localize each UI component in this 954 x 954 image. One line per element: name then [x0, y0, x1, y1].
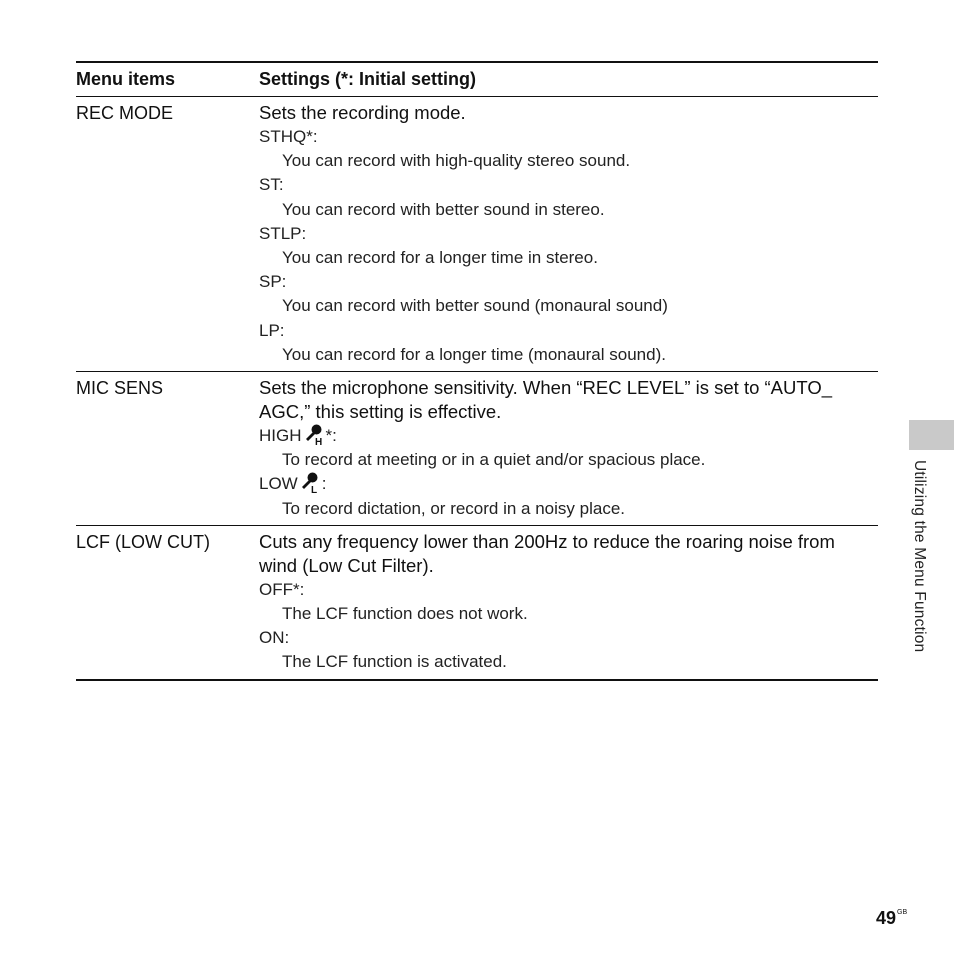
- mic-low-icon: [300, 472, 322, 494]
- table-header: [76, 63, 878, 97]
- table-row-rec-mode: [76, 97, 878, 371]
- mic-icon-letter: H: [314, 437, 322, 447]
- option-description: The LCF function does not work.: [282, 604, 528, 624]
- option-description: You can record for a longer time in stereo.: [282, 248, 598, 268]
- setting-description: Sets the recording mode.: [259, 102, 466, 123]
- option-description: You can record with better sound (monaural sound): [282, 296, 668, 316]
- option-description: To record at meeting or in a quiet and/or spacious place.: [282, 450, 706, 470]
- setting-description: Cuts any frequency lower than 200Hz to reduce the roaring noise from wind (Low Cut Filter).: [259, 530, 835, 576]
- option-description: You can record with better sound in stereo.: [282, 199, 605, 219]
- option-label: ON:: [259, 628, 290, 648]
- option-low: [259, 472, 878, 496]
- header-menu-items: Menu items: [76, 69, 176, 89]
- header-settings: Settings (*: Initial setting): [259, 69, 477, 89]
- option-label: ST:: [259, 175, 284, 195]
- mic-icon-letter: L: [310, 485, 317, 495]
- option-suffix: :: [321, 474, 327, 494]
- option-label: SP:: [259, 272, 287, 292]
- option-description: You can record for a longer time (monaural sound).: [282, 344, 666, 364]
- page-number-value: 49: [876, 908, 897, 928]
- option-label: LP:: [259, 320, 285, 340]
- option-suffix: *:: [325, 426, 337, 446]
- setting-description: Sets the microphone sensitivity. When “REC LEVEL” is set to “AUTO_ AGC,” this setting is effective.: [259, 377, 833, 423]
- option-label: HIGH: [259, 426, 302, 446]
- option-label: OFF*:: [259, 579, 305, 599]
- option-label: STLP:: [259, 223, 307, 243]
- menu-item-label: LCF (LOW CUT): [76, 531, 210, 552]
- table-row-mic-sens: [76, 371, 878, 525]
- option-label: LOW: [259, 474, 298, 494]
- menu-item-label: MIC SENS: [76, 378, 164, 399]
- menu-item-label: REC MODE: [76, 103, 174, 123]
- option-description: You can record with high-quality stereo sound.: [282, 151, 631, 171]
- option-description: The LCF function is activated.: [282, 652, 507, 672]
- page-number: [876, 908, 907, 929]
- section-side-label: Utilizing the Menu Function: [911, 460, 928, 653]
- table-row-lcf: [76, 525, 878, 679]
- page-region-suffix: GB: [897, 909, 908, 916]
- option-high: [259, 424, 878, 448]
- section-tab-marker: [909, 420, 954, 450]
- mic-high-icon: [304, 424, 326, 446]
- option-label: STHQ*:: [259, 127, 318, 146]
- option-description: To record dictation, or record in a noisy place.: [282, 498, 626, 518]
- menu-settings-table: [76, 61, 878, 681]
